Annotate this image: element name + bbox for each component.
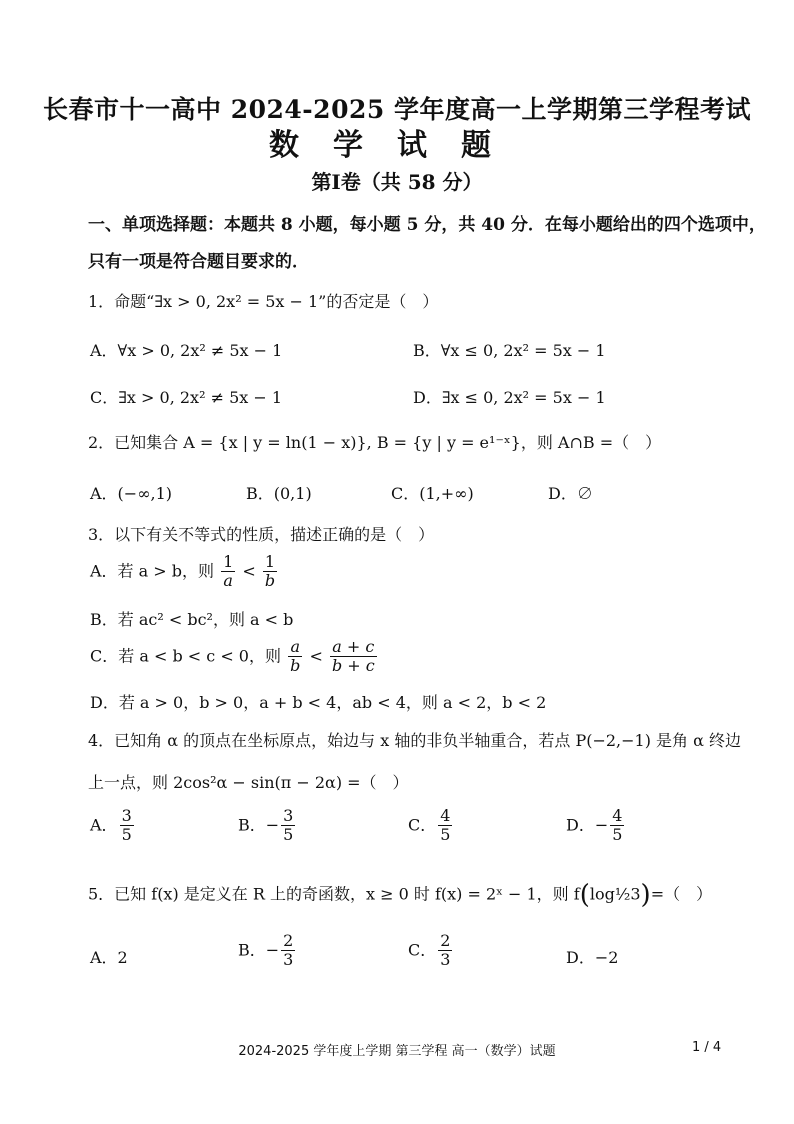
numerator: 3 (121, 806, 132, 825)
question-4-stem-line1: 4．已知角 α 的顶点在坐标原点，始边与 x 轴的非负半轴重合，若点 P(−2,−1) 是角 α 终边 (88, 731, 742, 750)
denominator: b + c (331, 656, 375, 676)
option-letter: B．− (238, 940, 280, 960)
numerator: a (288, 638, 302, 657)
denominator: b (290, 656, 301, 676)
exam-title: 长春市十一高中 2024-2025 学年度高一上学期第三学程考试 (43, 95, 751, 124)
denominator: b (264, 571, 276, 591)
less-than-sign: < (309, 646, 323, 666)
numerator: 1 (263, 553, 277, 572)
page-footer: 2024-2025 学年度上学期 第三学程 高一（数学）试题 (238, 1044, 556, 1059)
question-2-option-b: B．(0,1) (246, 484, 312, 503)
fraction (221, 553, 235, 591)
option-a-text: A．若 a > b，则 (90, 561, 215, 581)
question-4-option-a (90, 807, 136, 845)
fraction (120, 807, 134, 845)
fraction (263, 553, 277, 591)
question-2-option-d: D．∅ (548, 484, 593, 503)
question-3-option-b: B．若 ac² < bc²，则 a < b (90, 610, 294, 629)
question-2-stem: 2．已知集合 A = {x | y = ln(1 − x)}, B = {y | y = e¹⁻ˣ}，则 A∩B =（ ） (88, 433, 662, 452)
option-letter: D．− (566, 815, 609, 835)
question-2-option-c: C．(1,+∞) (391, 484, 474, 503)
question-1-option-d: D．∃x ≤ 0, 2x² = 5x − 1 (413, 388, 606, 407)
denominator: 3 (283, 950, 294, 970)
fraction (281, 807, 295, 845)
question-3-option-a (90, 553, 279, 591)
denominator: 5 (440, 825, 451, 845)
part-title: 第Ⅰ卷（共 58 分） (311, 170, 483, 194)
numerator: 3 (283, 806, 294, 825)
question-5-stem (88, 880, 712, 910)
left-paren: ( (579, 880, 590, 910)
fraction (438, 807, 452, 845)
section-instruction-line2: 只有一项是符合题目要求的． (88, 252, 309, 272)
option-letter: B．− (238, 815, 280, 835)
question-1-option-b: B．∀x ≤ 0, 2x² = 5x − 1 (413, 341, 606, 360)
right-paren: ) (640, 880, 651, 910)
numerator: 4 (612, 806, 623, 825)
numerator: a + c (330, 638, 377, 657)
question-1-option-c: C．∃x > 0, 2x² ≠ 5x − 1 (90, 388, 283, 407)
fraction (288, 638, 302, 676)
question-4-stem-line2: 上一点，则 2cos²α − sin(π − 2α) =（ ） (88, 773, 409, 792)
section-instruction-line1: 一、单项选择题：本题共 8 小题，每小题 5 分，共 40 分．在每小题给出的四个选项中， (88, 215, 766, 235)
question-4-option-b (238, 807, 297, 845)
question-2-option-a: A．(−∞,1) (90, 484, 173, 503)
question-4-option-c (408, 807, 454, 845)
denominator: 5 (121, 825, 132, 845)
question-1-option-a: A．∀x > 0, 2x² ≠ 5x − 1 (90, 341, 283, 360)
question-3-stem: 3．以下有关不等式的性质，描述正确的是（ ） (88, 525, 435, 544)
fraction (438, 932, 452, 970)
question-5-option-c (408, 932, 454, 970)
question-4-option-d (566, 807, 626, 845)
page-number: 1 / 4 (692, 1040, 722, 1055)
subject-title: 数学试题 (269, 128, 525, 163)
option-c-text: C．若 a < b < c < 0，则 (90, 646, 281, 666)
log-argument: log½3 (589, 884, 641, 904)
numerator: 1 (223, 552, 234, 571)
question-3-option-c (90, 638, 379, 676)
denominator: a (223, 571, 233, 591)
stem-ending: =（ ） (650, 884, 713, 904)
less-than-sign: < (242, 561, 256, 581)
option-letter: C． (408, 815, 437, 835)
question-5-option-d: D．−2 (566, 948, 619, 967)
fraction (281, 932, 295, 970)
question-3-option-d: D．若 a > 0，b > 0，a + b < 4，ab < 4，则 a < 2，b < 2 (90, 693, 547, 712)
numerator: 2 (283, 931, 294, 950)
question-1-stem: 1．命题“∃x > 0, 2x² = 5x − 1”的否定是（ ） (88, 292, 439, 311)
denominator: 5 (612, 825, 623, 845)
stem-text: 5．已知 f(x) 是定义在 R 上的奇函数，x ≥ 0 时 f(x) = 2ˣ − 1，则 f (88, 884, 580, 904)
question-5-option-b (238, 932, 297, 970)
option-letter: C． (408, 940, 437, 960)
question-5-option-a: A．2 (90, 948, 128, 967)
fraction (330, 638, 377, 676)
denominator: 5 (283, 825, 294, 845)
numerator: 2 (440, 931, 451, 950)
numerator: 4 (440, 806, 451, 825)
option-letter: A． (90, 815, 118, 835)
fraction (610, 807, 624, 845)
denominator: 3 (440, 950, 451, 970)
